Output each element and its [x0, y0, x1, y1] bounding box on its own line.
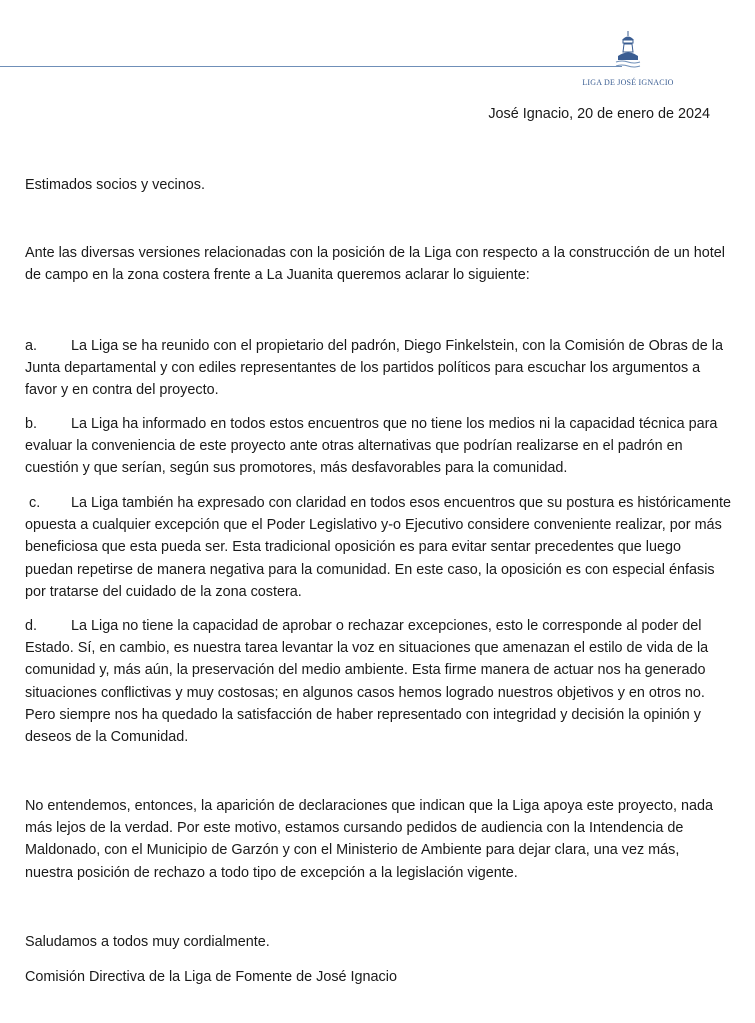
text-line: La Liga ha informado en todos estos encuentros que no tiene los medios ni la capacidad técnica para [71, 416, 718, 432]
text-line: Maldonado, con el Municipio de Garzón y con el Ministerio de Ambiente para dejar clara, una vez más, [25, 842, 680, 859]
text-line: Estado. Sí, en cambio, es nuestra tarea levantar la voz en situaciones que amenazan el estilo de vida de la [25, 640, 709, 657]
intro-paragraph [25, 242, 725, 286]
lighthouse-icon [612, 30, 644, 76]
logo-wordmark: LIGA DE JOSÉ IGNACIO [582, 78, 674, 87]
text-line: puedan repetirse de manera negativa para la comunidad. En este caso, la oposición es con especial énfasis [25, 561, 715, 578]
text-line: más lejos de la verdad. Por este motivo, estamos cursando pedidos de audiencia con la Intendencia de [25, 820, 684, 837]
item-letter: a. [25, 338, 38, 354]
text-line: opuesta a cualquier excepción que el Poder Legislativo y-o Ejecutivo considere conveniente realizar, por más [25, 517, 722, 534]
text-line: No entendemos, entonces, la aparición de declaraciones que indican que la Liga apoya este proyecto, nada [25, 798, 714, 814]
text-line: evaluar la conveniencia de este proyecto ante otras alternativas que podrían realizarse en el padrón en [25, 438, 683, 455]
letter-date: José Ignacio, 20 de enero de 2024 [488, 106, 710, 122]
text-line: deseos de la Comunidad. [25, 729, 189, 746]
text-line: favor y en contra del proyecto. [25, 382, 219, 399]
letter-signoff: Saludamos a todos muy cordialmente. [25, 934, 270, 950]
text-line: Pero siempre nos ha quedado la satisfacción de haber representado con integridad y decisión la opinión y [25, 706, 701, 723]
text-line: La Liga se ha reunido con el propietario del padrón, Diego Finkelstein, con la Comisión de Obras de la [71, 338, 723, 354]
text-line: Junta departamental y con ediles representantes de los partidos políticos para escuchar los argumentos a [25, 360, 701, 377]
list-item-c [25, 492, 731, 603]
organization-logo [578, 30, 678, 92]
item-letter: d. [25, 618, 38, 634]
closing-paragraph [25, 795, 713, 884]
letter-greeting: Estimados socios y vecinos. [25, 177, 205, 193]
header-rule [0, 66, 622, 67]
text-line: cuestión y que serían, según sus promotores, más desfavorables para la comunidad. [25, 460, 568, 477]
text-line: beneficiosa que esta pueda ser. Esta tradicional oposición es para evitar sentar precedentes que luego [25, 539, 682, 556]
text-line: La Liga no tiene la capacidad de aprobar o rechazar excepciones, esto le corresponde al poder del [71, 618, 702, 634]
item-letter: b. [25, 416, 38, 432]
text-line: situaciones conflictivas y muy costosas; en algunos casos hemos logrado nuestros objetivos y en otros no. [25, 684, 705, 701]
item-letter: c. [29, 495, 41, 511]
text-line: La Liga también ha expresado con claridad en todos esos encuentros que su postura es históricamente [71, 495, 731, 511]
list-item-a [25, 335, 723, 402]
text-line: por tratarse del cuidado de la zona costera. [25, 583, 302, 600]
text-line: de campo en la zona costera frente a La Juanita queremos aclarar lo siguiente: [25, 267, 530, 284]
text-line: nuestra posición de rechazo a todo tipo de excepción a la legislación vigente. [25, 864, 518, 881]
letter-signature: Comisión Directiva de la Liga de Fomente de José Ignacio [25, 969, 397, 985]
list-item-b [25, 413, 717, 480]
list-item-d [25, 615, 708, 748]
text-line: Ante las diversas versiones relacionadas con la posición de la Liga con respecto a la construcción de un hotel [25, 245, 725, 261]
text-line: comunidad y, más aún, la preservación del medio ambiente. Esta firme manera de actuar nos ha generado [25, 662, 706, 679]
